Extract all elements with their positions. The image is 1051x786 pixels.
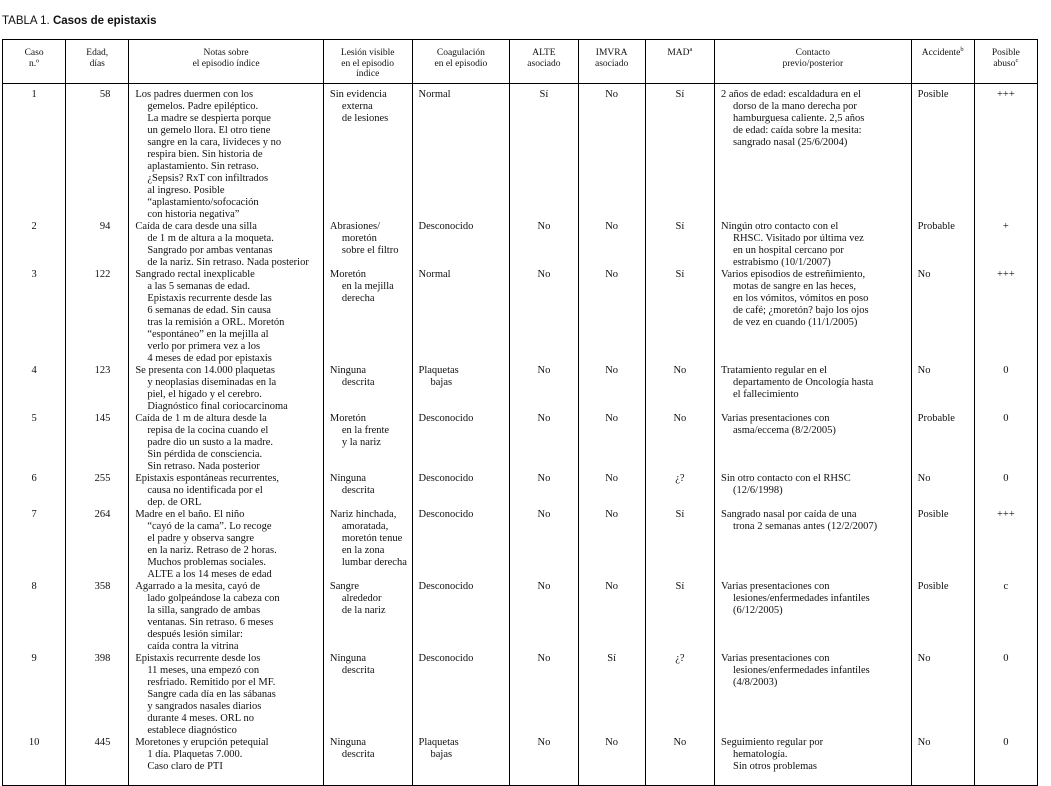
notas-line: dep. de ORL — [147, 497, 202, 508]
lesion-line: Ninguna — [329, 653, 367, 664]
cell-notas — [129, 269, 324, 365]
cell-alte: Sí — [510, 84, 578, 222]
table-row — [3, 413, 1038, 473]
cell-accidente: No — [911, 737, 974, 785]
notas-line: Epistaxis recurrente desde los — [135, 653, 261, 664]
cell-accidente: No — [911, 269, 974, 365]
contacto-line: trona 2 semanas antes (12/2/2007) — [733, 521, 878, 532]
cell-mad: No — [645, 413, 714, 473]
notas-line: Madre en el baño. El niño — [135, 509, 245, 520]
coag-line: Desconocido — [418, 509, 474, 520]
coag-line: Desconocido — [418, 473, 474, 484]
header-footnote-mark: a — [689, 45, 693, 53]
notas-line: Sin retraso. Nada posterior — [147, 461, 260, 472]
column-header-alte — [510, 40, 578, 84]
table-row — [3, 365, 1038, 413]
notas-line: Diagnóstico final coriocarcinoma — [147, 401, 288, 412]
notas-line: durante 4 meses. ORL no — [147, 713, 254, 724]
cell-imvra: No — [578, 413, 645, 473]
notas-line: establece diagnóstico — [147, 725, 237, 736]
header-line: n.º — [29, 58, 40, 69]
table-row — [3, 737, 1038, 785]
cell-abuso: +++ — [974, 269, 1037, 365]
cell-alte: No — [510, 473, 578, 509]
table-row — [3, 581, 1038, 653]
cell-contacto — [715, 737, 912, 785]
notas-line: Sangre cada día en las sábanas — [147, 689, 276, 700]
header-line-wrap — [977, 56, 1035, 70]
lesion-line: en la mejilla — [341, 281, 394, 292]
cell-contacto — [715, 84, 912, 222]
contacto-line: lesiones/enfermedades infantiles — [733, 593, 870, 604]
notas-line: la silla, sangrado de ambas — [147, 605, 261, 616]
header-line: ALTE — [532, 48, 556, 58]
lesion-line: derecha — [341, 293, 375, 304]
notas-line: un gemelo llora. El otro tiene — [147, 125, 271, 136]
notas-line: Caída de 1 m de altura desde la — [135, 413, 267, 424]
contacto-line: (12/6/1998) — [733, 485, 783, 496]
contacto-line: Sangrado nasal por caída de una — [721, 509, 857, 520]
cell-lesion — [323, 509, 412, 581]
cell-edad: 398 — [66, 653, 129, 737]
cell-contacto — [715, 413, 912, 473]
contacto-line: (6/12/2005) — [733, 605, 783, 616]
cell-mad: No — [645, 737, 714, 785]
header-line: Coagulación — [436, 48, 485, 58]
cell-mad: Sí — [645, 84, 714, 222]
cell-accidente: No — [911, 365, 974, 413]
cell-lesion — [323, 221, 412, 269]
cell-mad: Sí — [645, 221, 714, 269]
lesion-line: sobre el filtro — [341, 245, 399, 256]
contacto-line: Varios episodios de estreñimiento, — [721, 269, 866, 280]
cell-caso: 6 — [3, 473, 66, 509]
cell-imvra: No — [578, 509, 645, 581]
header-footnote-mark: c — [1015, 56, 1019, 64]
notas-line: y neoplasias diseminadas en la — [147, 377, 277, 388]
header-line-wrap — [648, 45, 712, 59]
cell-abuso: c — [974, 581, 1037, 653]
lesion-line: en la frente — [341, 425, 390, 436]
header-line: asociado — [595, 58, 629, 69]
header-line: asociado — [527, 58, 561, 69]
cell-coag — [412, 653, 510, 737]
cell-imvra: No — [578, 84, 645, 222]
column-header-contacto — [715, 40, 912, 84]
cell-contacto — [715, 473, 912, 509]
lesion-line: en la zona — [341, 545, 385, 556]
header-line: Lesión visible — [340, 48, 395, 58]
header-line: Accidente — [921, 48, 961, 58]
notas-line: verlo por primera vez a los — [147, 341, 261, 352]
notas-line: de 1 m de altura a la moqueta. — [147, 233, 274, 244]
contacto-line: Ningún otro contacto con el — [721, 221, 839, 232]
lesion-line: Abrasiones/ — [329, 221, 381, 232]
lesion-line: externa — [341, 101, 373, 112]
cell-notas — [129, 84, 324, 222]
contacto-line: Varias presentaciones con — [721, 581, 830, 592]
notas-line: con historia negativa” — [147, 209, 240, 220]
contacto-line: hematología. — [733, 749, 788, 760]
column-header-accidente — [911, 40, 974, 84]
contacto-line: (4/8/2003) — [733, 677, 778, 688]
cell-edad: 358 — [66, 581, 129, 653]
cell-coag — [412, 84, 510, 222]
cell-alte: No — [510, 509, 578, 581]
notas-line: el padre y observa sangre — [147, 533, 255, 544]
cell-caso: 10 — [3, 737, 66, 785]
cell-imvra: No — [578, 269, 645, 365]
cell-edad: 264 — [66, 509, 129, 581]
cell-caso: 7 — [3, 509, 66, 581]
header-line: Posible — [991, 48, 1020, 58]
cell-contacto — [715, 221, 912, 269]
cell-edad: 122 — [66, 269, 129, 365]
cell-contacto — [715, 581, 912, 653]
notas-line: “aplastamiento/sofocación — [147, 197, 259, 208]
cell-caso: 5 — [3, 413, 66, 473]
cell-alte: No — [510, 581, 578, 653]
coag-line: Normal — [418, 269, 451, 280]
contacto-line: el fallecimiento — [733, 389, 799, 400]
coag-line: Normal — [418, 89, 451, 100]
cell-alte: No — [510, 269, 578, 365]
cell-imvra: No — [578, 473, 645, 509]
table-row — [3, 84, 1038, 222]
cell-contacto — [715, 509, 912, 581]
cell-coag — [412, 581, 510, 653]
coag-line: Desconocido — [418, 581, 474, 592]
notas-line: lado golpeándose la cabeza con — [147, 593, 280, 604]
cell-imvra: No — [578, 221, 645, 269]
lesion-line: Moretón — [329, 269, 367, 280]
notas-line: “espontáneo” en la mejilla al — [147, 329, 269, 340]
cell-lesion — [323, 413, 412, 473]
table-row — [3, 509, 1038, 581]
table-caption — [2, 14, 157, 28]
contacto-line: dorso de la mano derecha por — [733, 101, 857, 112]
cell-edad: 255 — [66, 473, 129, 509]
contacto-line: Tratamiento regular en el — [721, 365, 828, 376]
lesion-line: alrededor — [341, 593, 382, 604]
contacto-line: 2 años de edad: escaldadura en el — [721, 89, 861, 100]
lesion-line: descrita — [341, 665, 375, 676]
notas-line: a las 5 semanas de edad. — [147, 281, 250, 292]
cell-abuso: 0 — [974, 737, 1037, 785]
cell-alte: No — [510, 413, 578, 473]
cell-notas — [129, 737, 324, 785]
cell-coag — [412, 473, 510, 509]
column-header-edad — [66, 40, 129, 84]
contacto-line: lesiones/enfermedades infantiles — [733, 665, 870, 676]
cell-caso: 3 — [3, 269, 66, 365]
lesion-line: lumbar derecha — [341, 557, 407, 568]
notas-line: en la nariz. Retraso de 2 horas. — [147, 545, 277, 556]
cell-imvra: Sí — [578, 653, 645, 737]
cell-notas — [129, 653, 324, 737]
notas-line: “cayó de la cama”. Lo recoge — [147, 521, 272, 532]
cell-accidente: Posible — [911, 581, 974, 653]
notas-line: Muchos problemas sociales. — [147, 557, 266, 568]
cell-accidente: Probable — [911, 221, 974, 269]
contacto-line: Varias presentaciones con — [721, 413, 830, 424]
cell-notas — [129, 581, 324, 653]
cell-lesion — [323, 84, 412, 222]
contacto-line: en un hospital cercano por — [733, 245, 844, 256]
cell-imvra: No — [578, 581, 645, 653]
cell-lesion — [323, 473, 412, 509]
notas-line: caída contra la vitrina — [147, 641, 239, 652]
cell-lesion — [323, 269, 412, 365]
header-line: en el episodio — [434, 58, 488, 69]
cell-mad: Sí — [645, 509, 714, 581]
cell-abuso: 0 — [974, 413, 1037, 473]
notas-line: 6 semanas de edad. Sin causa — [147, 305, 271, 316]
header-line: Contacto — [795, 48, 830, 58]
contacto-line: departamento de Oncología hasta — [733, 377, 874, 388]
notas-line: padre dio un susto a la madre. — [147, 437, 273, 448]
cell-abuso: +++ — [974, 84, 1037, 222]
cell-alte: No — [510, 653, 578, 737]
table-row — [3, 653, 1038, 737]
contacto-line: hamburguesa caliente. 2,5 años — [733, 113, 865, 124]
cell-contacto — [715, 653, 912, 737]
lesion-line: Sangre — [329, 581, 360, 592]
cell-caso: 9 — [3, 653, 66, 737]
table-row — [3, 473, 1038, 509]
notas-line: gemelos. Padre epiléptico. — [147, 101, 259, 112]
notas-line: 4 meses de edad por epistaxis — [147, 353, 272, 364]
caption-label: TABLA 1. — [2, 15, 50, 27]
header-line: previo/posterior — [782, 58, 844, 69]
cell-caso: 1 — [3, 84, 66, 222]
cell-edad: 445 — [66, 737, 129, 785]
notas-line: ALTE a los 14 meses de edad — [147, 569, 272, 580]
cell-alte: No — [510, 737, 578, 785]
column-header-mad — [645, 40, 714, 84]
cell-notas — [129, 413, 324, 473]
header-line: MAD — [667, 48, 690, 58]
notas-line: y sangrados nasales diarios — [147, 701, 262, 712]
notas-line: ¿Sepsis? RxT con infiltrados — [147, 173, 269, 184]
lesion-line: amoratada, — [341, 521, 389, 532]
header-line: el episodio índice — [192, 58, 260, 69]
notas-line: Los padres duermen con los — [135, 89, 254, 100]
cell-edad: 58 — [66, 84, 129, 222]
contacto-line: Sin otro contacto con el RHSC — [721, 473, 851, 484]
contacto-line: de edad: caída sobre la mesita: — [733, 125, 862, 136]
notas-line: 11 meses, una empezó con — [147, 665, 260, 676]
column-header-notas — [129, 40, 324, 84]
notas-line: tras la remisión a ORL. Moretón — [147, 317, 285, 328]
notas-line: de la nariz. Sin retraso. Nada posterior — [147, 257, 309, 268]
cell-imvra: No — [578, 365, 645, 413]
notas-line: Se presenta con 14.000 plaquetas — [135, 365, 275, 376]
notas-line: Caso claro de PTI — [147, 761, 223, 772]
cell-mad: No — [645, 365, 714, 413]
cell-accidente: Posible — [911, 509, 974, 581]
lesion-line: Ninguna — [329, 365, 367, 376]
cell-caso: 8 — [3, 581, 66, 653]
notas-line: Sin pérdida de consciencia. — [147, 449, 263, 460]
cell-mad: Sí — [645, 269, 714, 365]
header-line: Notas sobre — [203, 48, 249, 58]
lesion-line: Ninguna — [329, 473, 367, 484]
coag-line: Desconocido — [418, 221, 474, 232]
header-line: Caso — [24, 48, 44, 58]
notas-line: Caída de cara desde una silla — [135, 221, 257, 232]
lesion-line: descrita — [341, 485, 375, 496]
cell-lesion — [323, 365, 412, 413]
table-row — [3, 269, 1038, 365]
cell-abuso: + — [974, 221, 1037, 269]
column-header-coagulacion — [412, 40, 510, 84]
notas-line: La madre se despierta porque — [147, 113, 271, 124]
cell-lesion — [323, 737, 412, 785]
caption-title: Casos de epistaxis — [52, 15, 157, 27]
header-line: IMVRA — [595, 48, 628, 58]
header-line: Edad, — [86, 48, 109, 58]
lesion-line: descrita — [341, 749, 375, 760]
cell-accidente: No — [911, 473, 974, 509]
epistaxis-table — [2, 39, 1038, 786]
notas-line: Sangrado por ambas ventanas — [147, 245, 273, 256]
cell-contacto — [715, 365, 912, 413]
contacto-line: asma/eccema (8/2/2005) — [733, 425, 836, 436]
coag-line: Plaquetas — [418, 365, 459, 376]
cell-coag — [412, 221, 510, 269]
notas-line: Moretones y erupción petequial — [135, 737, 269, 748]
column-header-lesion — [323, 40, 412, 84]
cell-caso: 4 — [3, 365, 66, 413]
cell-accidente: No — [911, 653, 974, 737]
cell-coag — [412, 737, 510, 785]
table-body — [3, 84, 1038, 786]
contacto-line: de café; ¿moretón? bajo los ojos — [733, 305, 869, 316]
contacto-line: sangrado nasal (25/6/2004) — [733, 137, 848, 148]
notas-line: al ingreso. Posible — [147, 185, 225, 196]
notas-line: resfriado. Remitido por el MF. — [147, 677, 276, 688]
cell-coag — [412, 269, 510, 365]
notas-line: después lesión similar: — [147, 629, 243, 640]
contacto-line: motas de sangre en las heces, — [733, 281, 857, 292]
lesion-line: Sin evidencia — [329, 89, 387, 100]
header-line: en el episodio — [341, 58, 395, 69]
lesion-line: moretón tenue — [341, 533, 403, 544]
cell-notas — [129, 365, 324, 413]
cell-alte: No — [510, 365, 578, 413]
cell-coag — [412, 509, 510, 581]
lesion-line: Ninguna — [329, 737, 367, 748]
lesion-line: descrita — [341, 377, 375, 388]
notas-line: repisa de la cocina cuando el — [147, 425, 269, 436]
coag-line: Desconocido — [418, 413, 474, 424]
lesion-line: y la nariz — [341, 437, 381, 448]
cell-coag — [412, 413, 510, 473]
cell-notas — [129, 473, 324, 509]
cell-abuso: 0 — [974, 653, 1037, 737]
contacto-line: Varias presentaciones con — [721, 653, 830, 664]
cell-abuso: 0 — [974, 473, 1037, 509]
lesion-line: moretón — [341, 233, 377, 244]
cell-edad: 123 — [66, 365, 129, 413]
notas-line: sangre en la cara, livideces y no — [147, 137, 282, 148]
contacto-line: en los vómitos, vómitos en poso — [733, 293, 869, 304]
lesion-line: Moretón — [329, 413, 367, 424]
lesion-line: de la nariz — [341, 605, 386, 616]
lesion-line: Nariz hinchada, — [329, 509, 397, 520]
cell-mad: Sí — [645, 581, 714, 653]
cell-mad: ¿? — [645, 653, 714, 737]
header-line: días — [89, 58, 105, 69]
cell-mad: ¿? — [645, 473, 714, 509]
column-header-caso — [3, 40, 66, 84]
contacto-line: Sin otros problemas — [733, 761, 818, 772]
cell-caso: 2 — [3, 221, 66, 269]
column-header-imvra — [578, 40, 645, 84]
cell-abuso: 0 — [974, 365, 1037, 413]
notas-line: ventanas. Sin retraso. 6 meses — [147, 617, 274, 628]
notas-line: respira bien. Sin historia de — [147, 149, 263, 160]
cell-accidente: Probable — [911, 413, 974, 473]
coag-line: Desconocido — [418, 653, 474, 664]
lesion-line: de lesiones — [341, 113, 389, 124]
notas-line: Epistaxis espontáneas recurrentes, — [135, 473, 280, 484]
cell-notas — [129, 509, 324, 581]
header-line: abuso — [993, 58, 1016, 69]
notas-line: piel, el hígado y el cerebro. — [147, 389, 262, 400]
coag-line: bajas — [430, 377, 453, 388]
cell-contacto — [715, 269, 912, 365]
header-line-wrap — [914, 45, 972, 59]
header-footnote-mark: b — [960, 45, 964, 53]
contacto-line: estrabismo (10/1/2007) — [733, 257, 831, 268]
notas-line: causa no identificada por el — [147, 485, 263, 496]
cell-alte: No — [510, 221, 578, 269]
notas-line: aplastamiento. Sin retraso. — [147, 161, 259, 172]
table-row — [3, 221, 1038, 269]
cell-lesion — [323, 581, 412, 653]
coag-line: Plaquetas — [418, 737, 459, 748]
contacto-line: de vez en cuando (11/1/2005) — [733, 317, 858, 328]
header-row — [3, 40, 1038, 84]
notas-line: Sangrado rectal inexplicable — [135, 269, 255, 280]
cell-notas — [129, 221, 324, 269]
column-header-abuso — [974, 40, 1037, 84]
header-line: índice — [356, 69, 380, 79]
cell-imvra: No — [578, 737, 645, 785]
notas-line: Epistaxis recurrente desde las — [147, 293, 272, 304]
cell-accidente: Posible — [911, 84, 974, 222]
cell-abuso: +++ — [974, 509, 1037, 581]
cell-lesion — [323, 653, 412, 737]
notas-line: Agarrado a la mesita, cayó de — [135, 581, 261, 592]
contacto-line: RHSC. Visitado por última vez — [733, 233, 864, 244]
notas-line: 1 día. Plaquetas 7.000. — [147, 749, 243, 760]
contacto-line: Seguimiento regular por — [721, 737, 824, 748]
cell-edad: 94 — [66, 221, 129, 269]
coag-line: bajas — [430, 749, 453, 760]
cell-edad: 145 — [66, 413, 129, 473]
cell-coag — [412, 365, 510, 413]
